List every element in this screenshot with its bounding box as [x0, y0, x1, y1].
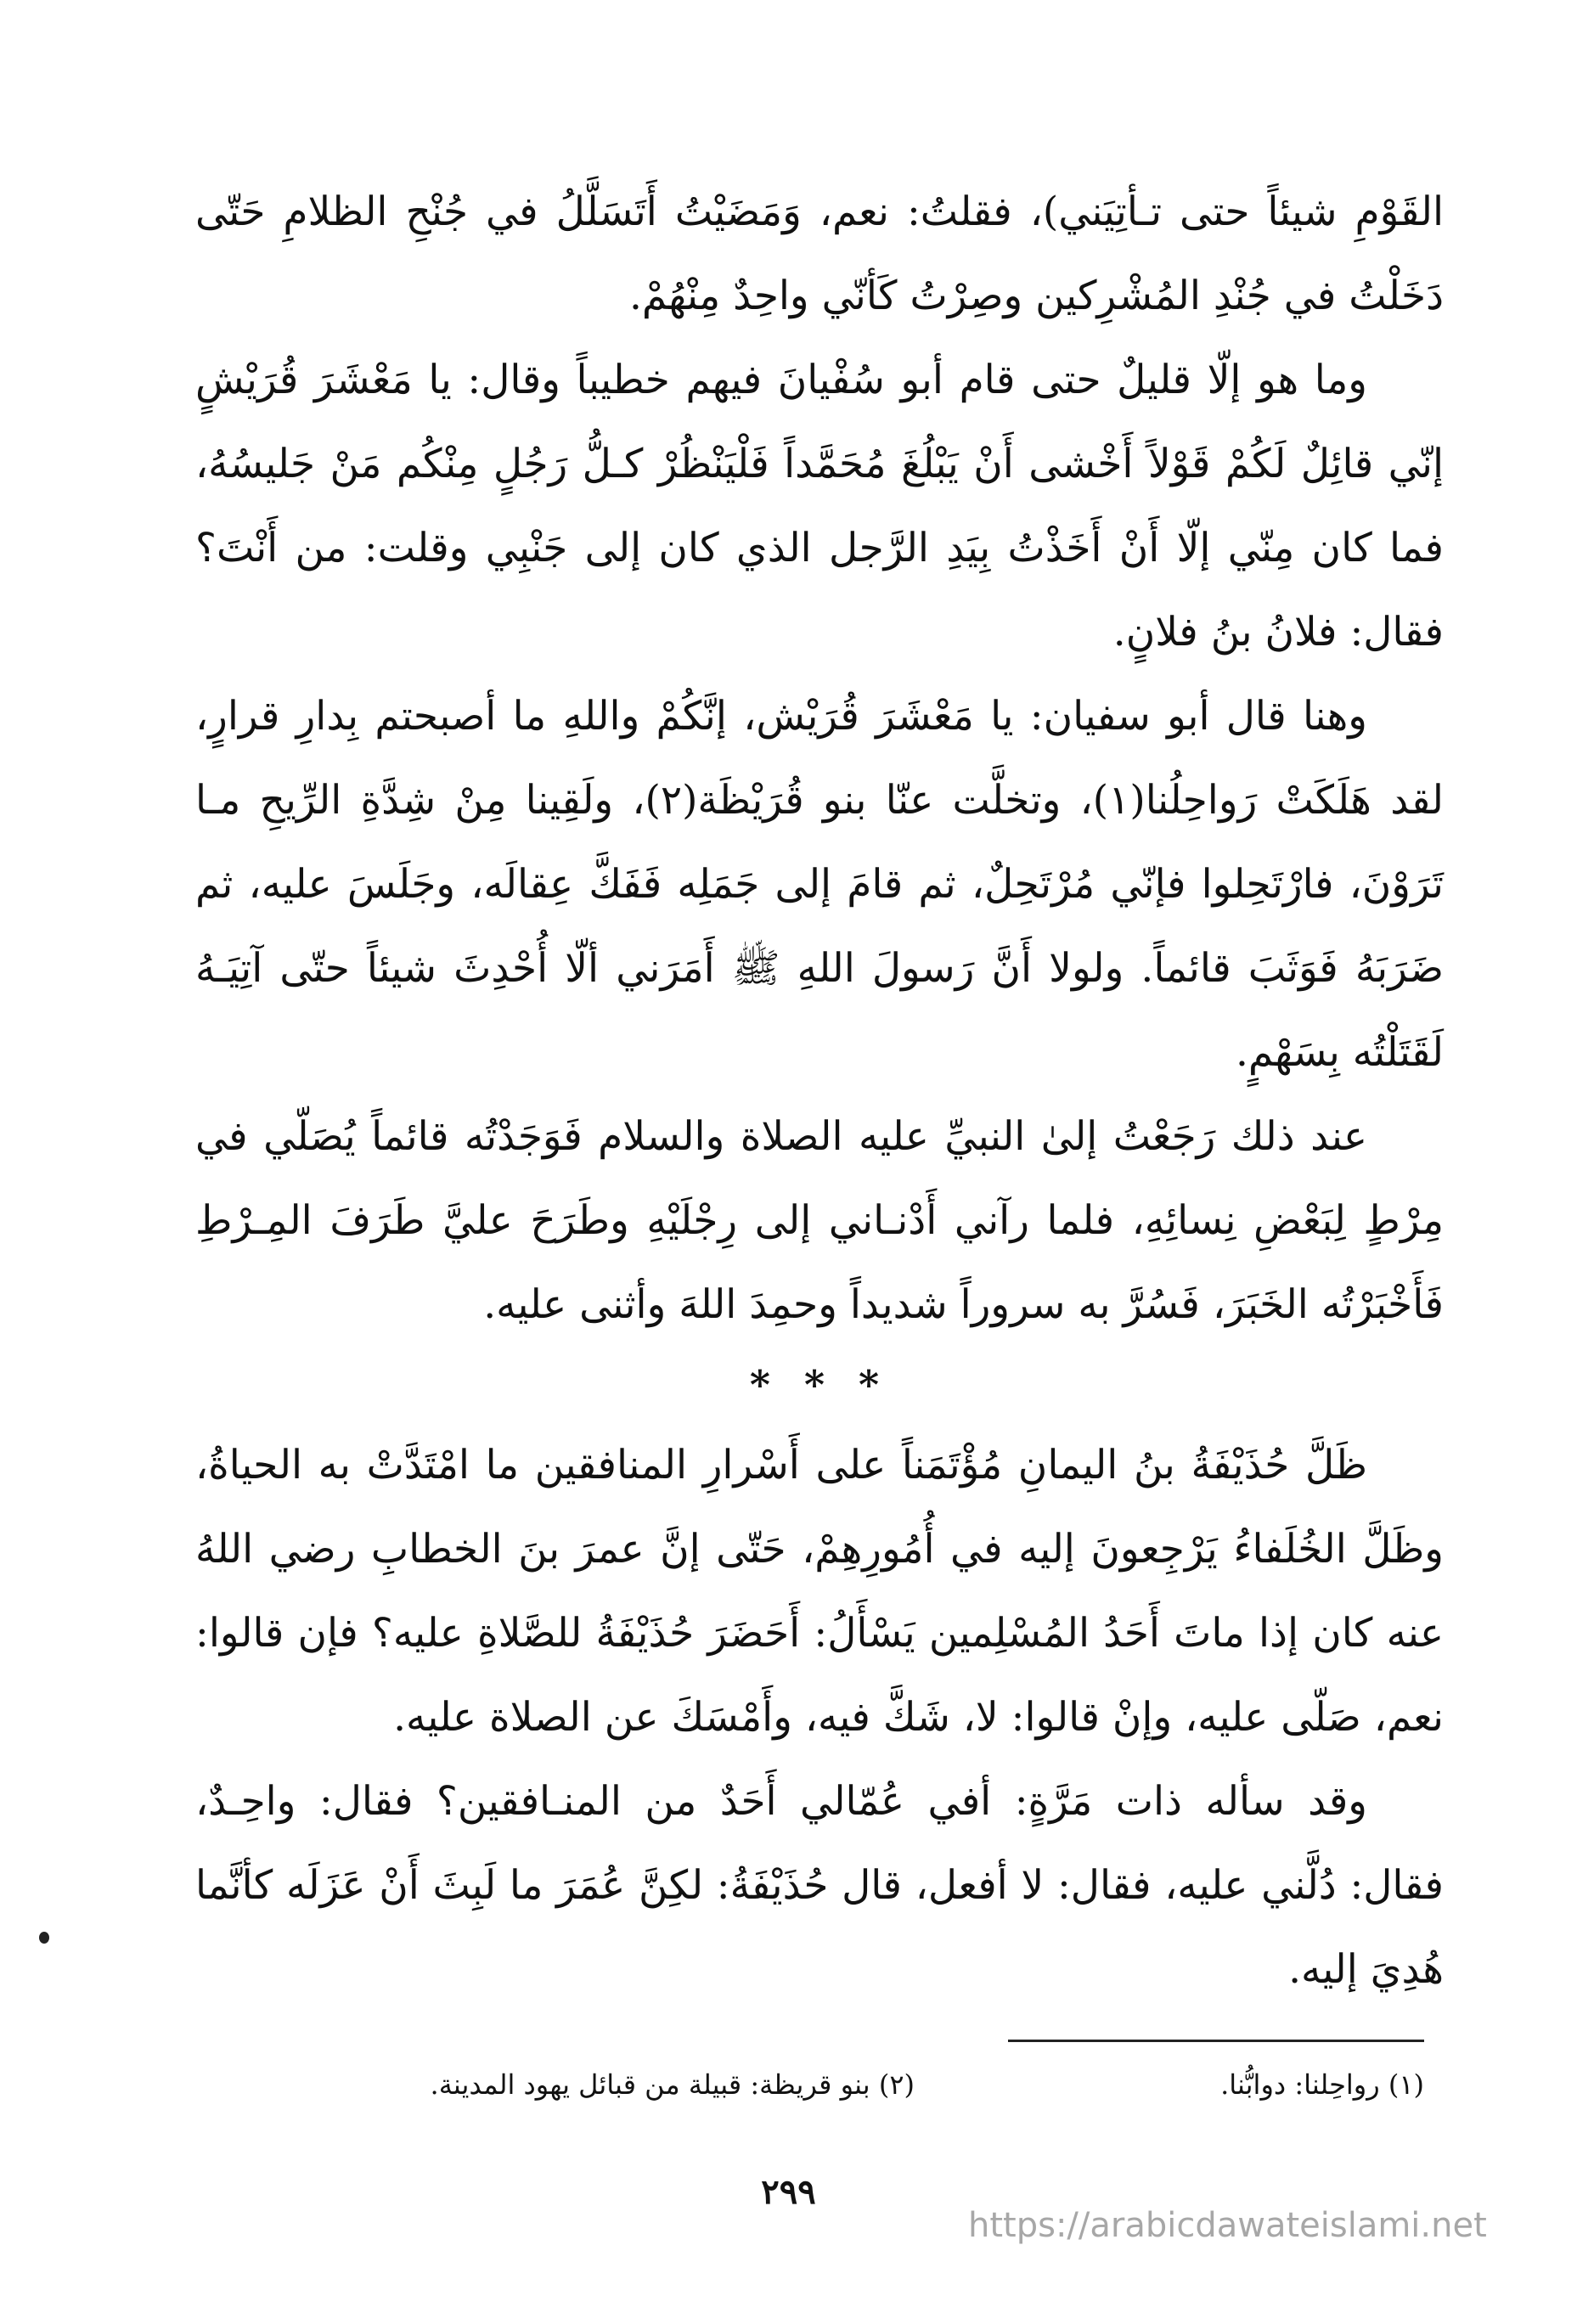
paragraph: وقد سأله ذات مَرَّةٍ: أفي عُمّالي أَحَدٌ من المنـافقين؟ فقال: واحِـدٌ، فقال: دُلَّني عليه، فقال: لا أفعل، قال حُذَيْفَةُ: لكِنَّ عُمَرَ ما لَبِثَ أَنْ عَزَلَه كأنَّما هُدِيَ إليه.	[195, 1778, 1444, 1993]
paragraph: القَوْمِ شيئاً حتى تـأتِيَني)، فقلتُ: نعم، وَمَضَيْتُ أَتَسَلَّلُ في جُنْحِ الظلامِ حَتّى دَخَلْتُ في جُنْدِ المُشْرِكين وصِرْتُ كَأنّي واحِدٌ مِنْهُمْ.	[195, 189, 1444, 319]
body-text	[195, 170, 1444, 2012]
section-separator: * * *	[749, 1362, 890, 1408]
paragraph: وما هو إلّا قليلٌ حتى قام أبو سُفْيانَ فيهم خطيباً وقال: يا مَعْشَرَ قُرَيْشٍ إنّي قائِلٌ لَكُمْ قَوْلاً أَخْشى أَنْ يَبْلُغَ مُحَمَّداً فَلْيَنْظُرْ كـلُّ رَجُلٍ مِنْكُم مَنْ جَليسُهُ، فما كان مِنّي إلّا أَنْ أَخَذْتُ بِيَدِ الرَّجل الذي كان إلى جَنْبِي وقلت: من أَنْتَ؟ فقال: فلانُ بنُ فلانٍ.	[195, 357, 1445, 656]
paragraph: ظَلَّ حُذَيْفَةُ بنُ اليمانِ مُؤْتَمَناً على أَسْرارِ المنافقين ما امْتَدَّتْ به الحياةُ، وظَلَّ الخُلَفاءُ يَرْجِعونَ إليه في أُمُورِهِمْ، حَتّى إنَّ عمرَ بنَ الخطابِ رضي اللهُ عنه كان إذا ماتَ أَحَدُ المُسْلِمين يَسْأَلُ: أَحَضَرَ حُذَيْفَةُ للصَّلاةِ عليه؟ فإن قالوا: نعم، صَلّى عليه، وإنْ قالوا: لا، شَكَّ فيه، وأَمْسَكَ عن الصلاة عليه.	[195, 1442, 1444, 1741]
paragraph: وهنا قال أبو سفيان: يا مَعْشَرَ قُرَيْش، إنَّكُمْ واللهِ ما أصبحتم بِدارِ قرارٍ، لقد هَلَكَتْ رَواحِلُنا(١)، وتخلَّت عنّا بنو قُرَيْظَة(٢)، ولَقِينا مِنْ شِدَّةِ الرِّيحِ مـا تَرَوْنَ، فارْتَحِلوا فإنّي مُرْتَحِلٌ، ثم قامَ إلى جَمَلِه فَفَكَّ عِقالَه، وجَلَسَ عليه، ثم ضَرَبَهُ فَوَثَبَ قائماً. ولولا أَنَّ رَسولَ اللهِ ﷺ أَمَرَني ألّا أُحْدِثَ شيئاً حتّى آتِيَـهُ لَقَتَلْتُه بِسَهْمٍ.	[195, 693, 1444, 1076]
watermark-url: https://arabicdawateislami.net	[968, 2206, 1487, 2245]
page-number: ٢٩٩	[761, 2172, 816, 2212]
footnote-divider	[1008, 2040, 1424, 2042]
footnotes	[280, 2055, 1424, 2114]
margin-ink-mark	[39, 1932, 49, 1944]
footnote-1: (١) رواحِلنا: دوابُّنا.	[1220, 2068, 1424, 2101]
footnote-2: (٢) بنو قريظة: قبيلة من قبائل يهود المدينة.	[430, 2068, 915, 2101]
paragraph: عند ذلك رَجَعْتُ إلىٰ النبيِّ عليه الصلاة والسلام فَوَجَدْتُه قائماً يُصَلّي في مِرْطٍ لِبَعْضِ نِسائِهِ، فلما رآني أَدْنـاني إلى رِجْلَيْهِ وطَرَحَ عليَّ طَرَفَ المِـرْطِ فَأَخْبَرْتُه الخَبَرَ، فَسُرَّ به سروراً شديداً وحمِدَ اللهَ وأثنى عليه.	[195, 1113, 1444, 1328]
